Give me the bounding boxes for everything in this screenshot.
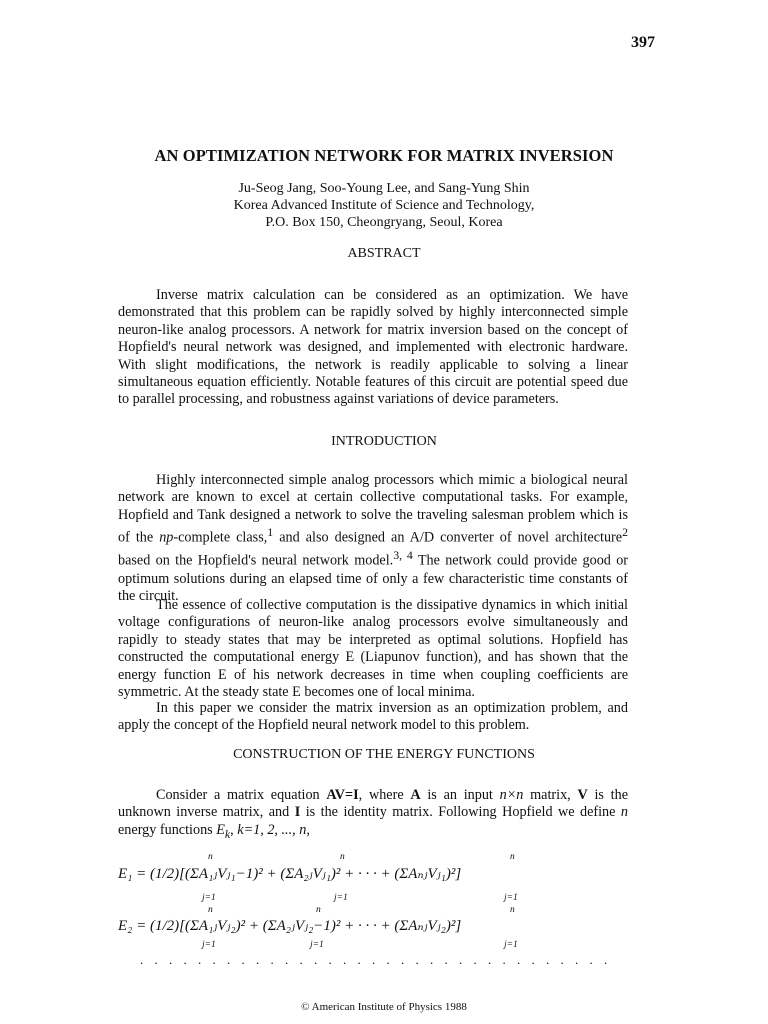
affiliation: Korea Advanced Institute of Science and Technology, bbox=[233, 198, 535, 213]
sum-upper-limit: n bbox=[510, 905, 515, 915]
equation-continuation: . . . . . . . . . . . . . . . . . . . . . . . . . . . . . . . . . bbox=[140, 952, 612, 967]
abstract-heading: ABSTRACT bbox=[347, 246, 421, 261]
abstract-text: Inverse matrix calculation can be considered as an optimization. We have demonstrated that this problem can be rapidly solved by highly interconnected simple neuron-like analog processors. A network for matrix inversion based on the concept of Hopfield's neural network was designed, and implemented with electronic hardware. With slight modifications, the network is readily applicable to solving a linear simultaneous equation efficiently. Notable features of this circuit are potential speed due to parallel processing, and robustness against variations of device parameters. bbox=[118, 287, 628, 408]
sum-lower-limit: j=1 bbox=[504, 940, 518, 950]
equation-e2: E₂ = (1/2)[(ΣA₁ⱼVⱼ₂)² + (ΣA₂ⱼVⱼ₂−1)² + · · · + (ΣAₙⱼVⱼ₂)²] bbox=[118, 918, 462, 934]
author-block bbox=[0, 180, 768, 231]
sum-upper-limit: n bbox=[316, 905, 321, 915]
copyright-footer: © American Institute of Physics 1988 bbox=[301, 1001, 467, 1013]
sum-lower-limit: j=1 bbox=[504, 893, 518, 903]
sum-upper-limit: n bbox=[208, 852, 213, 862]
intro-paragraph-2: The essence of collective computation is the dissipative dynamics in which initial voltage configurations of neuron-like analog processors evolve simultaneously and rapidly to steady states that may be interpreted as optimal solutions. Hopfield has constructed the computational energy E (Liapunov function), and has shown that the energy function E of his network decreases in time when coupling coefficients are symmetric. At the steady state E becomes one of local minima. bbox=[118, 597, 628, 701]
sum-upper-limit: n bbox=[208, 905, 213, 915]
sum-lower-limit: j=1 bbox=[334, 893, 348, 903]
paper-title: AN OPTIMIZATION NETWORK FOR MATRIX INVERSION bbox=[154, 146, 614, 165]
authors: Ju-Seog Jang, Soo-Young Lee, and Sang-Yung Shin bbox=[238, 181, 530, 196]
sum-lower-limit: j=1 bbox=[202, 893, 216, 903]
page-number: 397 bbox=[631, 34, 655, 51]
sum-upper-limit: n bbox=[340, 852, 345, 862]
address: P.O. Box 150, Cheongryang, Seoul, Korea bbox=[265, 215, 503, 230]
intro-paragraph-1: Highly interconnected simple analog processors which mimic a biological neural network are known to excel at certain collective computational tasks. For example, Hopfield and Tank designed a network to solve the traveling salesman problem which is of the np-complete class,$^1$ and also designed an A/D converter of novel architecture$^2$ based on the Hopfield's neural network model.$^{3, 4}$ The network could provide good or optimum solutions during an elapsed time of only a few characteristic time constants of the circuit. bbox=[118, 472, 629, 604]
construction-heading: CONSTRUCTION OF THE ENERGY FUNCTIONS bbox=[233, 747, 535, 762]
construction-paragraph: Consider a matrix equation AV=I, where A is an input n×n matrix, V is the unknown inverse matrix, and I is the identity matrix. Following Hopfield we define n energy functions $E_k$, k=1, 2, ..., n, bbox=[118, 787, 629, 841]
equation-e1: E₁ = (1/2)[(ΣA₁ⱼVⱼ₁−1)² + (ΣA₂ⱼVⱼ₁)² + · · · + (ΣAₙⱼVⱼ₁)²] bbox=[118, 866, 462, 882]
intro-paragraph-3: In this paper we consider the matrix inversion as an optimization problem, and apply the concept of the Hopfield neural network model to this problem. bbox=[118, 700, 628, 734]
sum-upper-limit: n bbox=[510, 852, 515, 862]
sum-lower-limit: j=1 bbox=[202, 940, 216, 950]
introduction-heading: INTRODUCTION bbox=[331, 434, 437, 449]
sum-lower-limit: j=1 bbox=[310, 940, 324, 950]
